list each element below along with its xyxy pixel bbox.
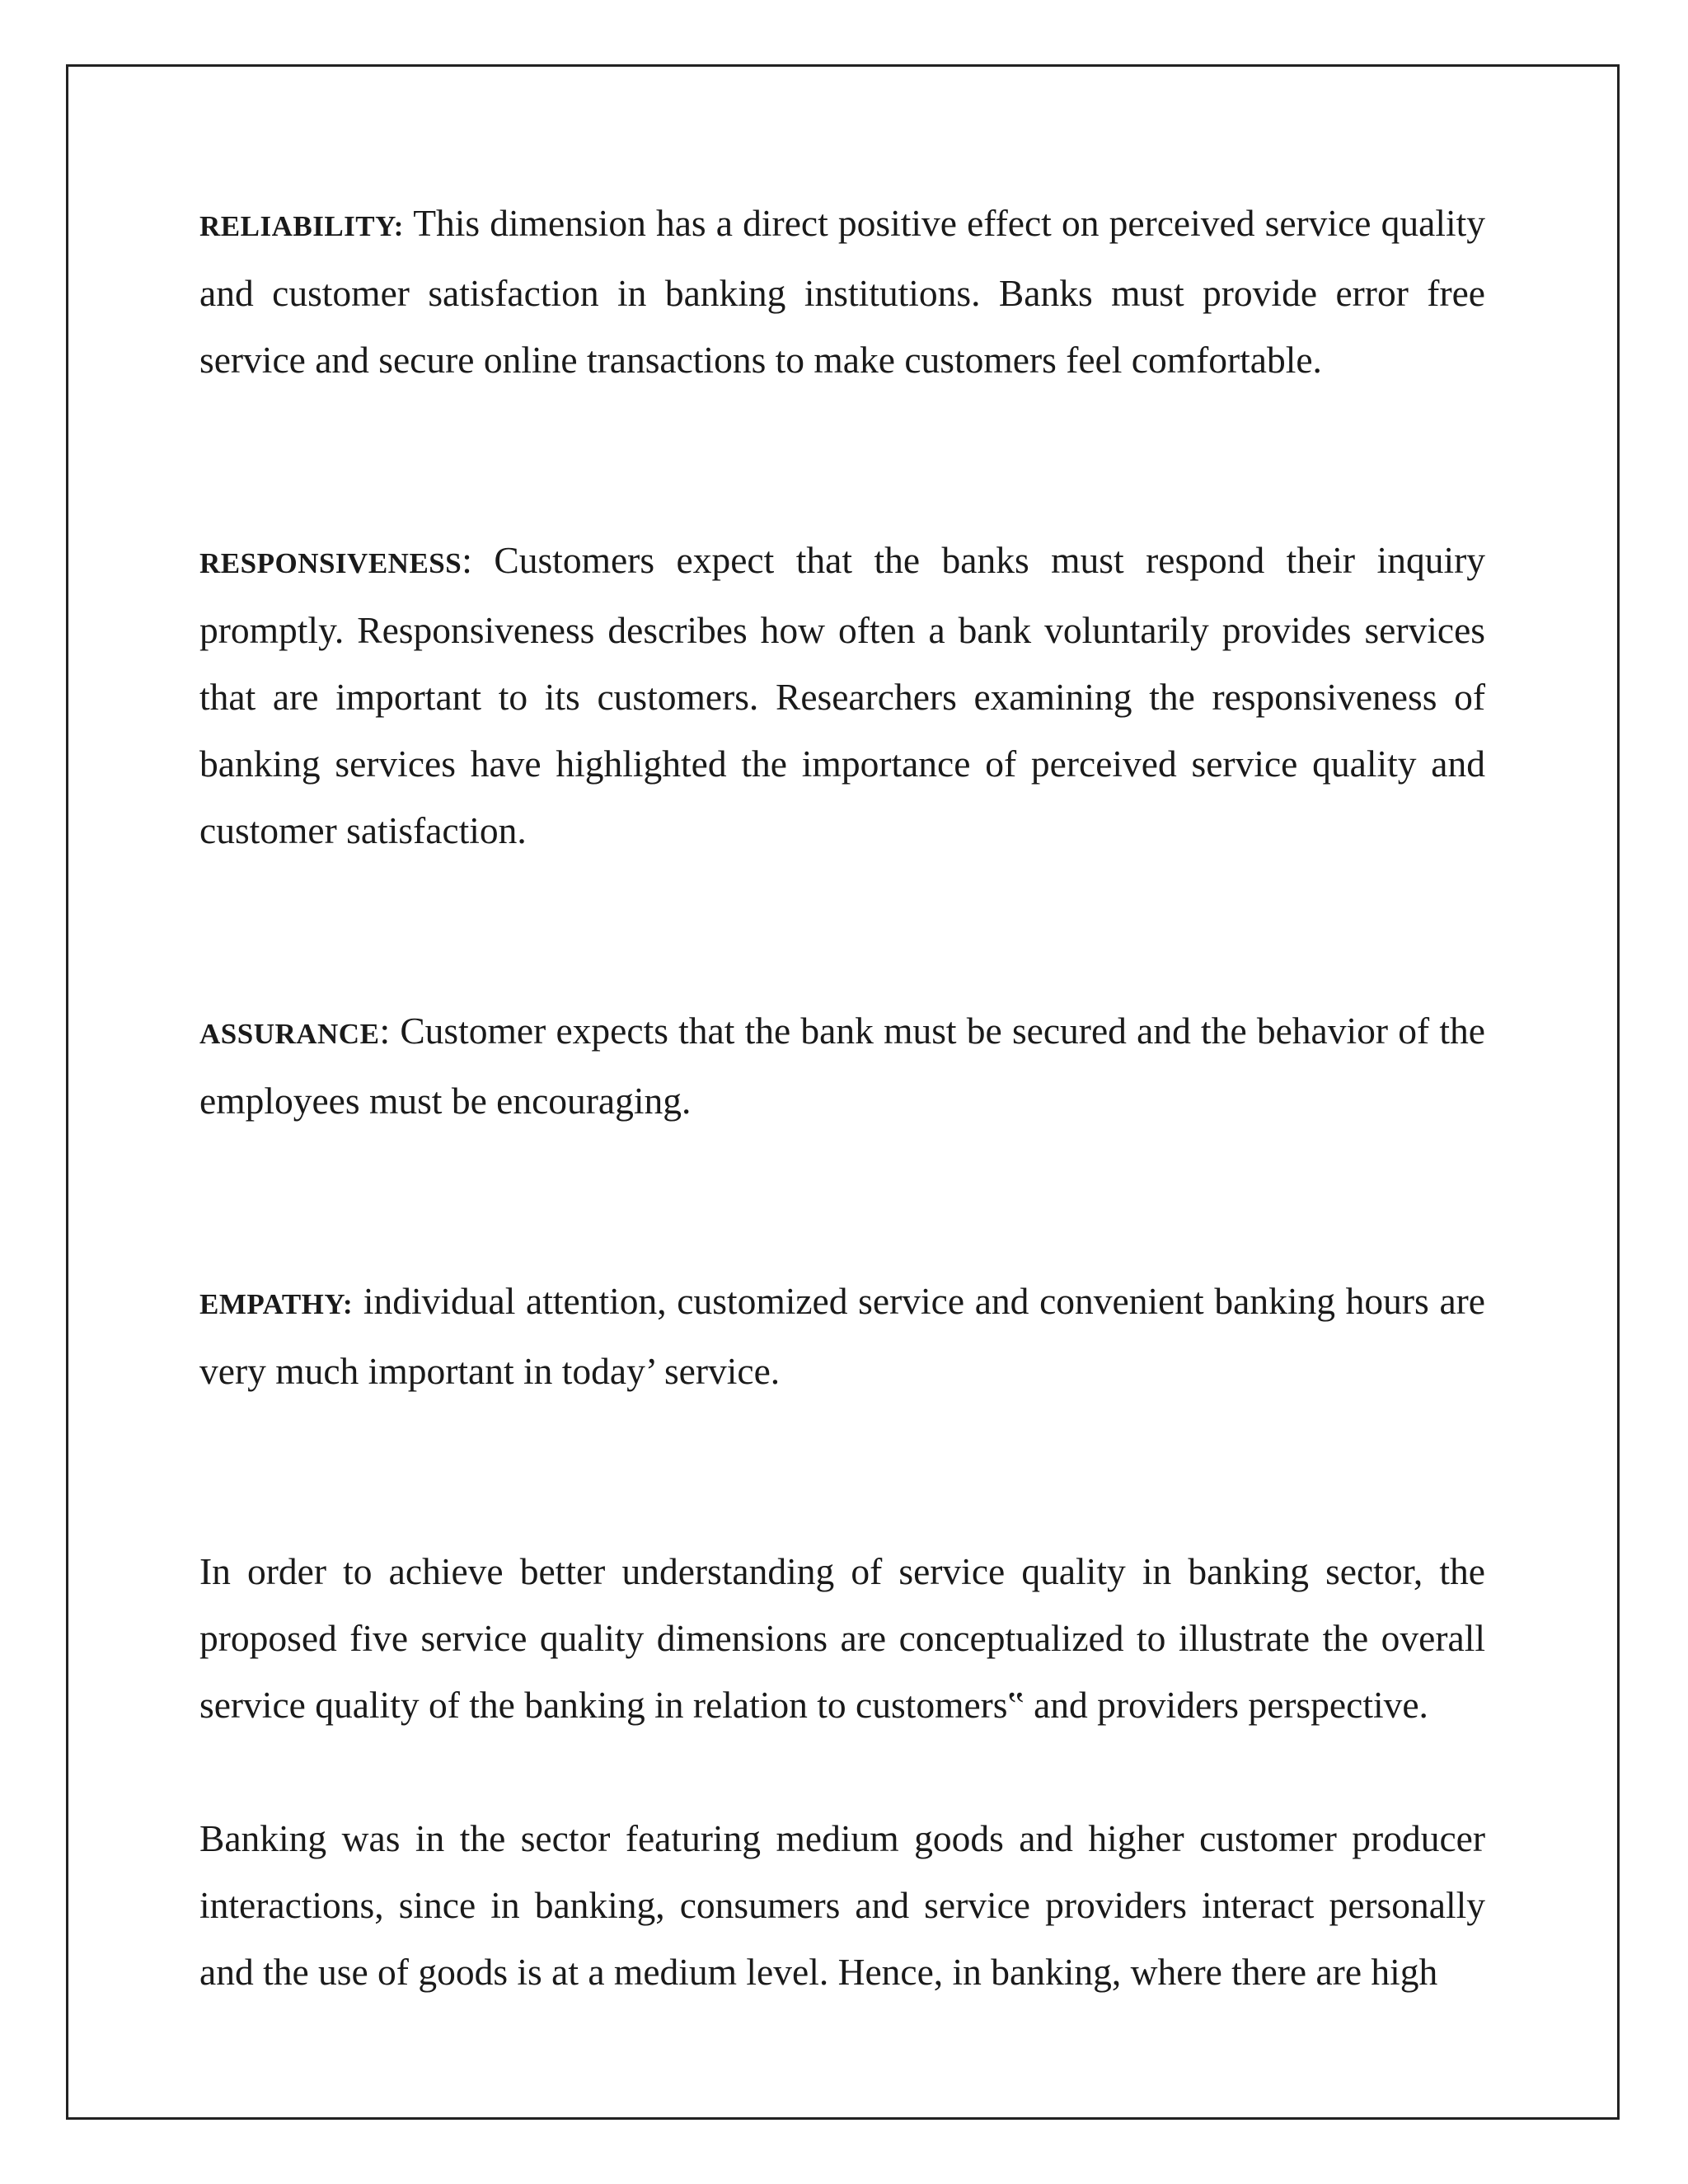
paragraph-reliability	[199, 190, 1485, 393]
paragraph-responsiveness	[199, 527, 1485, 864]
paragraph-empathy	[199, 1268, 1485, 1404]
paragraph-text: Customers expect that the banks must respond their inquiry promptly. Responsiveness describes how often a bank voluntarily provides services that are important to its customers. Researchers examining the responsiveness of banking services have highlighted the importance of perceived service quality and customer satisfaction.	[199, 539, 1485, 851]
heading-empathy: EMPATHY:	[199, 1288, 354, 1320]
paragraph-text: individual attention, customized service and convenient banking hours are very much important in today’ service.	[199, 1280, 1485, 1392]
paragraph-assurance	[199, 997, 1485, 1134]
heading-responsiveness: RESPONSIVENESS	[199, 547, 462, 579]
heading-colon: :	[379, 1010, 391, 1052]
heading-colon: :	[462, 539, 472, 581]
heading-reliability: RELIABILITY:	[199, 210, 404, 242]
document-body	[199, 190, 1485, 2005]
paragraph-text: Customer expects that the bank must be secured and the behavior of the employees must be encouraging.	[199, 1010, 1485, 1122]
paragraph-service-quality: In order to achieve better understanding of service quality in banking sector, the proposed five service quality dimensions are conceptualized to illustrate the overall service quality of the banking in relation to customers‟ and providers perspective.	[199, 1550, 1485, 1726]
paragraph-text: This dimension has a direct positive effect on perceived service quality and customer satisfaction in banking institutions. Banks must provide error free service and secure online transactions to make customers feel comfortable.	[199, 202, 1485, 381]
heading-assurance: ASSURANCE	[199, 1018, 380, 1050]
paragraph-banking-sector: Banking was in the sector featuring medium goods and higher customer producer interactions, since in banking, consumers and service providers interact personally and the use of goods is at a medium level. Hence, in banking, where there are high	[199, 1817, 1485, 1993]
